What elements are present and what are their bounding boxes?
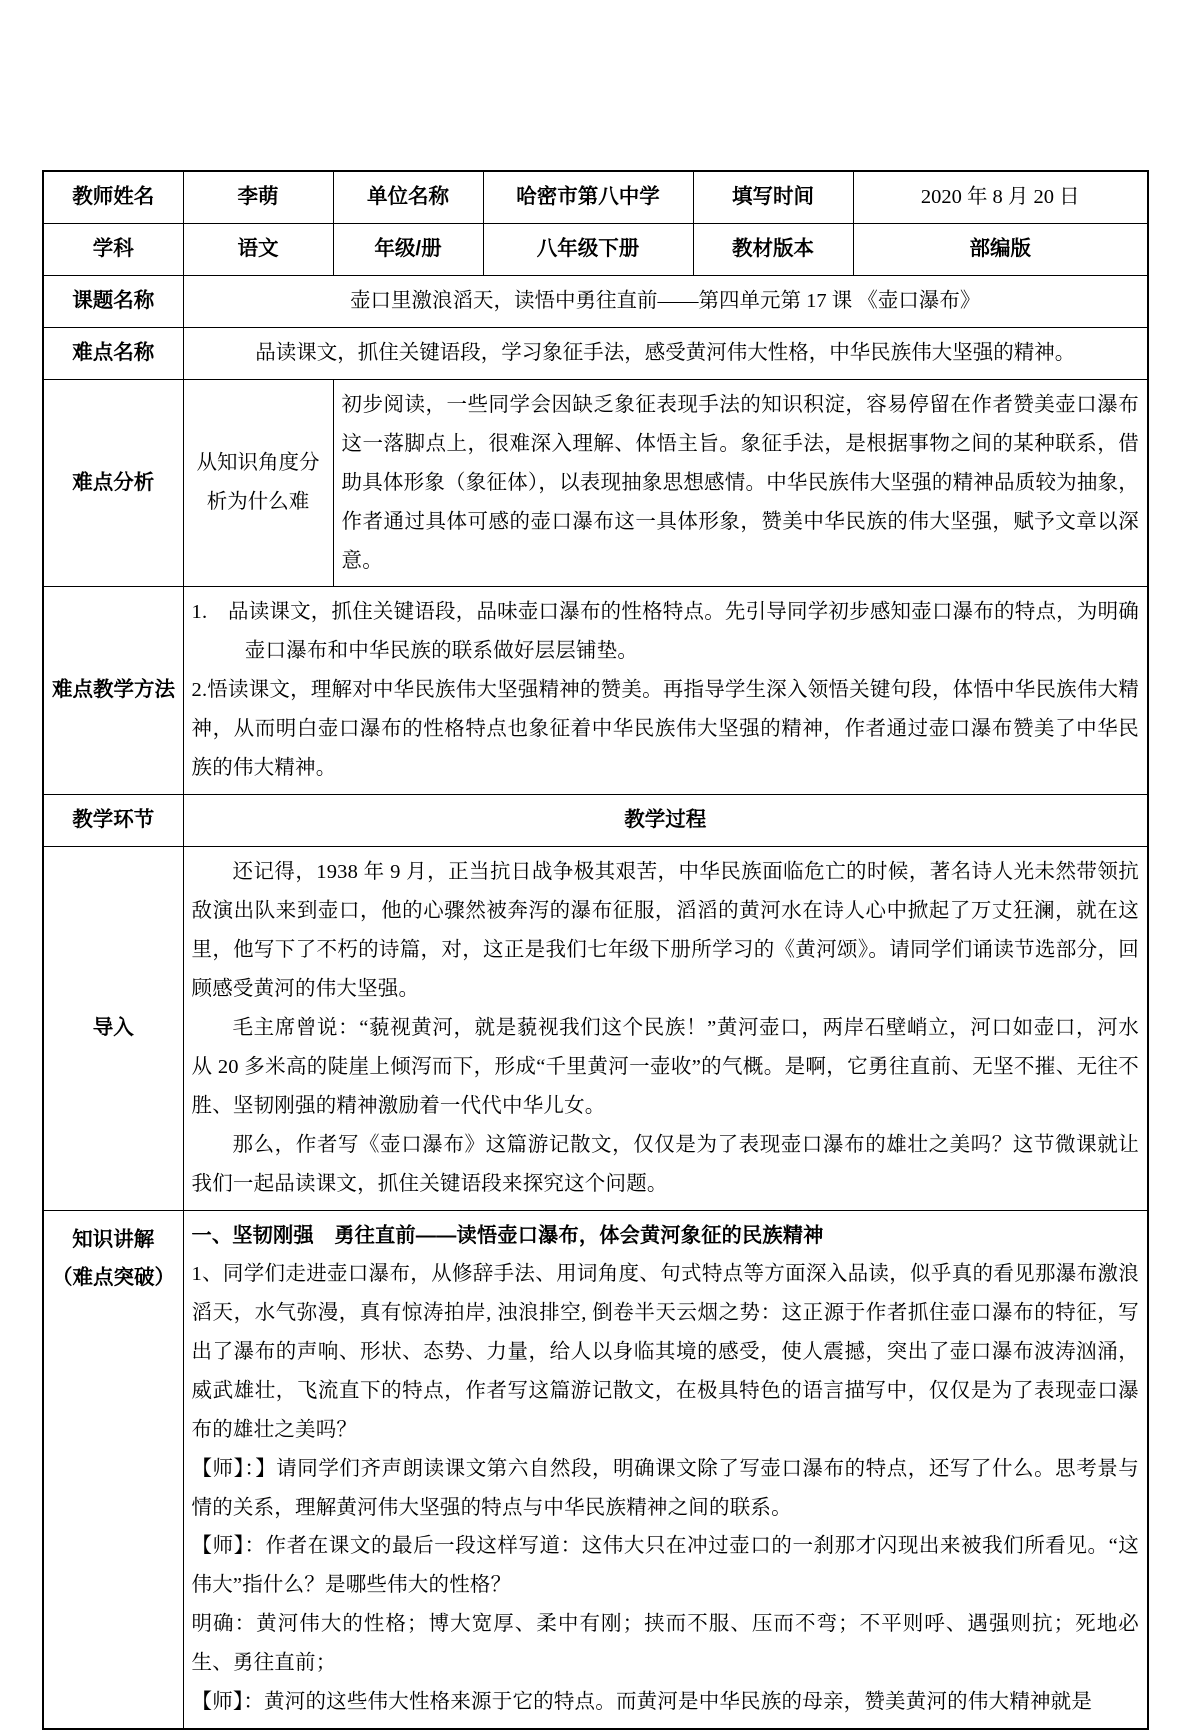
teacher-name-value: 李萌: [183, 171, 333, 223]
teaching-method-item-1: 1. 品读课文，抓住关键语段，品味壶口瀑布的性格特点。先引导同学初步感知壶口瀑布的特点，为明确壶口瀑布和中华民族的联系做好层层铺垫。: [191, 601, 1139, 663]
difficulty-analysis-text: 初步阅读，一些同学会因缺乏象征表现手法的知识积淀，容易停留在作者赞美壶口瀑布这一落脚点上，很难深入理解、体悟主旨。象征手法，是根据事物之间的某种联系，借助具体形象（象征体），以表现抽象思想感情。中华民族伟大坚强的精神品质较为抽象，作者通过具体可感的壶口瀑布这一具体形象，赞美中华民族的伟大坚强，赋予文章以深意。: [333, 379, 1148, 587]
unit-name-value: 哈密市第八中学: [483, 171, 693, 223]
knowledge-paragraph-4: 明确：黄河伟大的性格；博大宽厚、柔中有刚；挟而不服、压而不弯；不平则呼、遇强则抗；死地必生、勇往直前；: [191, 1613, 1139, 1675]
unit-name-label: 单位名称: [333, 171, 483, 223]
knowledge-paragraph-1: 1、同学们走进壶口瀑布，从修辞手法、用词角度、句式特点等方面深入品读，似乎真的看见那瀑布激浪滔天，水气弥漫，真有惊涛拍岸, 浊浪排空, 倒卷半天云烟之势：这正源于作者抓住壶口瀑布的特征，写出了瀑布的声响、形状、态势、力量，给人以身临其境的感受，使人震撼，突出了壶口瀑布波涛汹涌，威武雄壮，飞流直下的特点，作者写这篇游记散文，在极具特色的语言描写中，仅仅是为了表现壶口瀑布的雄壮之美吗？: [191, 1262, 1139, 1441]
table-row-subject-info: [43, 223, 1148, 275]
lesson-plan-table: [42, 170, 1149, 1730]
stage-column-header: 教学环节: [43, 795, 183, 847]
process-column-header: 教学过程: [183, 795, 1148, 847]
knowledge-paragraph-3: 【师】：作者在课文的最后一段这样写道：这伟大只在冲过壶口的一刹那才闪现出来被我们所看见。“这伟大”指什么？是哪些伟大的性格？: [191, 1535, 1139, 1597]
intro-paragraph-3: 那么，作者写《壶口瀑布》这篇游记散文，仅仅是为了表现壶口瀑布的雄壮之美吗？这节微课就让我们一起品读课文，抓住关键语段来探究这个问题。: [191, 1133, 1139, 1195]
intro-cell: [183, 847, 1148, 1210]
knowledge-label: [43, 1210, 183, 1729]
subject-label: 学科: [43, 223, 183, 275]
table-row-process-header: [43, 795, 1148, 847]
grade-value: 八年级下册: [483, 223, 693, 275]
topic-value: 壶口里激浪滔天，读悟中勇往直前——第四单元第 17 课 《壶口瀑布》: [183, 275, 1148, 327]
grade-label: 年级/册: [333, 223, 483, 275]
difficulty-name-label: 难点名称: [43, 327, 183, 379]
table-row-topic: [43, 275, 1148, 327]
intro-paragraph-1: 还记得，1938 年 9 月，正当抗日战争极其艰苦，中华民族面临危亡的时候，著名诗人光未然带领抗敌演出队来到壶口，他的心骤然被奔泻的瀑布征服，滔滔的黄河水在诗人心中掀起了万丈狂澜，就在这里，他写下了不朽的诗篇，对，这正是我们七年级下册所学习的《黄河颂》。请同学们诵读节选部分，回顾感受黄河的伟大坚强。: [191, 861, 1139, 1000]
knowledge-label-line1: 知识讲解: [72, 1227, 155, 1251]
teacher-name-label: 教师姓名: [43, 171, 183, 223]
knowledge-cell: [183, 1210, 1148, 1729]
table-row-teacher-info: [43, 171, 1148, 223]
teaching-method-item-2: 2.悟读课文，理解对中华民族伟大坚强精神的赞美。再指导学生深入领悟关键句段，体悟中华民族伟大精神，从而明白壶口瀑布的性格特点也象征着中华民族伟大坚强的精神，作者通过壶口瀑布赞美了中华民族的伟大精神。: [191, 679, 1139, 780]
difficulty-name-value: 品读课文，抓住关键语段，学习象征手法，感受黄河伟大性格，中华民族伟大坚强的精神。: [183, 327, 1148, 379]
teaching-method-cell: [183, 587, 1148, 795]
table-row-teaching-method: [43, 587, 1148, 795]
fill-date-label: 填写时间: [693, 171, 853, 223]
difficulty-analysis-label: 难点分析: [43, 379, 183, 587]
teaching-method-label: 难点教学方法: [43, 587, 183, 795]
intro-label: 导入: [43, 847, 183, 1210]
fill-date-value: 2020 年 8 月 20 日: [853, 171, 1148, 223]
textbook-version-value: 部编版: [853, 223, 1148, 275]
table-row-difficulty-analysis: [43, 379, 1148, 587]
subject-value: 语文: [183, 223, 333, 275]
knowledge-paragraph-5: 【师】：黄河的这些伟大性格来源于它的特点。而黄河是中华民族的母亲，赞美黄河的伟大精神就是: [191, 1691, 1093, 1714]
topic-label: 课题名称: [43, 275, 183, 327]
intro-paragraph-2: 毛主席曾说：“藐视黄河，就是藐视我们这个民族！”黄河壶口，两岸石壁峭立，河口如壶口，河水从 20 多米高的陡崖上倾泻而下，形成“千里黄河一壶收”的气概。是啊，它勇往直前、无坚不摧、无往不胜、坚韧刚强的精神激励着一代代中华儿女。: [191, 1016, 1139, 1117]
knowledge-label-line2: （难点突破）: [52, 1266, 175, 1290]
table-row-difficulty-name: [43, 327, 1148, 379]
knowledge-heading: 一、坚韧刚强 勇往直前——读悟壶口瀑布，体会黄河象征的民族精神: [191, 1224, 824, 1247]
knowledge-paragraph-2: 【师】：】请同学们齐声朗读课文第六自然段，明确课文除了写壶口瀑布的特点，还写了什么。思考景与情的关系，理解黄河伟大坚强的特点与中华民族精神之间的联系。: [191, 1457, 1139, 1519]
table-row-intro: [43, 847, 1148, 1210]
difficulty-analysis-sublabel: 从知识角度分析为什么难: [183, 379, 333, 587]
table-row-knowledge: [43, 1210, 1148, 1729]
textbook-version-label: 教材版本: [693, 223, 853, 275]
